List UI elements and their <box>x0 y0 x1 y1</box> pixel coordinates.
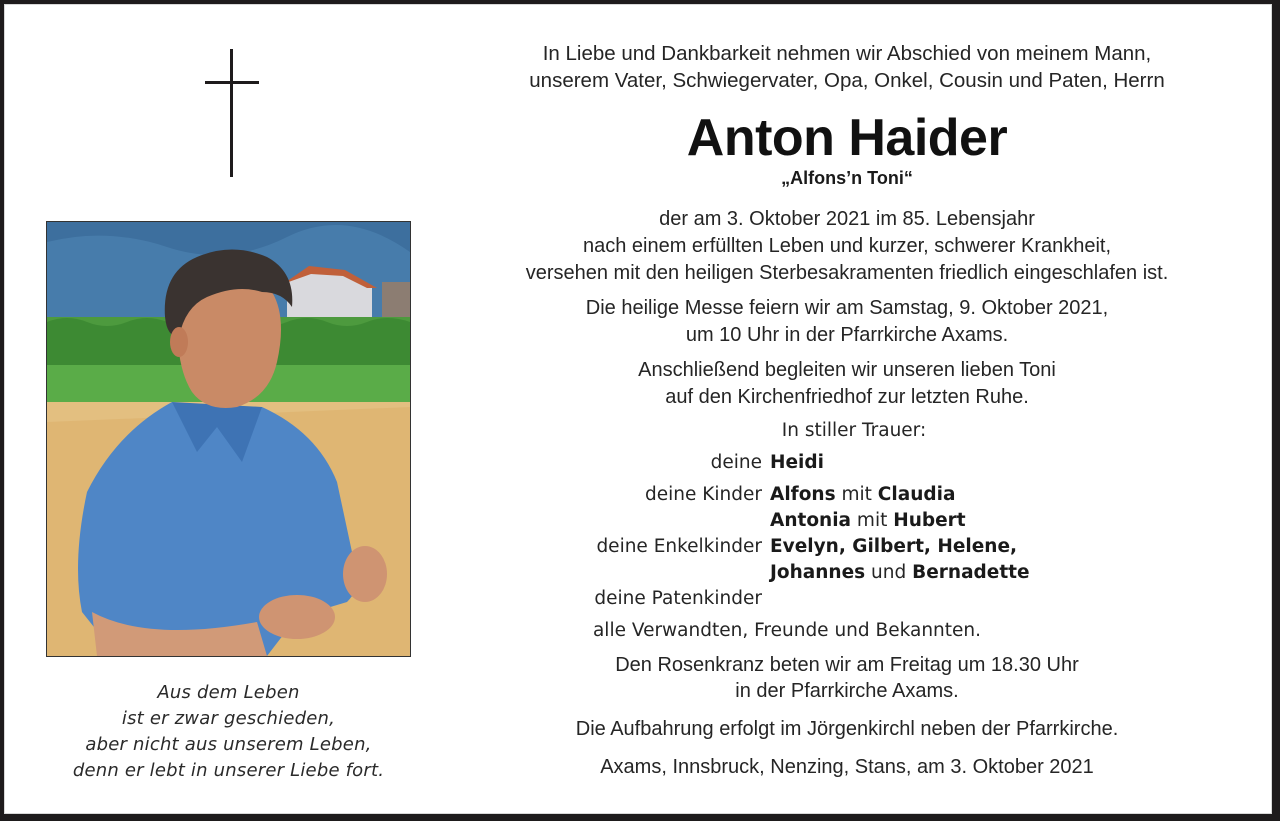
intro-line: In Liebe und Dankbarkeit nehmen wir Abschied von meinem Mann, <box>542 42 1152 65</box>
mourner-name: Claudia <box>877 484 956 505</box>
mourner-row-children <box>470 482 1224 508</box>
text-line: um 10 Uhr in der Pfarrkirche Axams. <box>685 324 1009 346</box>
mourner-name: Hubert <box>893 510 966 531</box>
mass-info <box>470 295 1224 349</box>
memorial-poem <box>46 680 411 784</box>
text-line: in der Pfarrkirche Axams. <box>735 680 959 702</box>
cross-icon <box>203 45 261 177</box>
deceased-name: Anton Haider <box>686 109 1008 167</box>
portrait-photo <box>46 221 411 657</box>
poem-line: denn er lebt in unserer Liebe fort. <box>72 760 385 781</box>
relation-label: deine Enkelkinder <box>596 536 762 557</box>
mourner-name: Antonia <box>770 510 852 531</box>
relation-label: deine Kinder <box>645 484 762 505</box>
joiner: mit <box>835 484 878 505</box>
deceased-nickname: „Alfons’n Toni“ <box>781 168 913 188</box>
mourners-title: In stiller Trauer: <box>781 420 927 441</box>
mourner-row-godchildren <box>470 586 1224 612</box>
mourner-row-grandchildren <box>470 534 1224 560</box>
place-and-date <box>470 754 1224 780</box>
mourner-name: Evelyn, Gilbert, Helene, <box>770 536 1018 557</box>
text-line: auf den Kirchenfriedhof zur letzten Ruhe. <box>665 386 1029 408</box>
mourner-row-wife <box>470 450 1224 476</box>
text-line: Den Rosenkranz beten wir am Freitag um 18.30 Uhr <box>615 654 1079 676</box>
mourner-name: Alfons <box>770 484 836 505</box>
text-line: Axams, Innsbruck, Nenzing, Stans, am 3. Oktober 2021 <box>600 756 1094 778</box>
text-line: nach einem erfüllten Leben und kurzer, schwerer Krankheit, <box>582 235 1112 257</box>
mourner-row-children-2 <box>470 508 1224 534</box>
notice-body <box>470 40 1224 411</box>
joiner: und <box>865 562 913 583</box>
mourners-list <box>470 418 1224 644</box>
laying-out-info <box>470 716 1224 742</box>
text-line: Die heilige Messe feiern wir am Samstag, 9. Oktober 2021, <box>585 297 1109 319</box>
mourner-row-grandchildren-2 <box>470 560 1224 586</box>
burial-info <box>470 357 1224 411</box>
text-line: versehen mit den heiligen Sterbesakramenten friedlich eingeschlafen ist. <box>525 262 1169 284</box>
text-line: Anschließend begleiten wir unseren lieben Toni <box>638 359 1056 381</box>
intro-line: unserem Vater, Schwiegervater, Opa, Onkel, Cousin und Paten, Herrn <box>529 69 1165 92</box>
notice-footer <box>470 652 1224 780</box>
relatives-line: alle Verwandten, Freunde und Bekannten. <box>592 620 982 641</box>
relation-label: deine Patenkinder <box>594 588 762 609</box>
poem-line: Aus dem Leben <box>157 682 300 703</box>
death-announcement <box>470 206 1224 287</box>
mourner-name: Johannes <box>770 562 866 583</box>
joiner: mit <box>851 510 894 531</box>
text-line: Die Aufbahrung erfolgt im Jörgenkirchl neben der Pfarrkirche. <box>575 718 1119 740</box>
obituary-notice <box>4 4 1272 814</box>
rosary-info <box>470 652 1224 704</box>
relation-label: deine <box>710 452 762 473</box>
poem-line: aber nicht aus unserem Leben, <box>85 734 372 755</box>
poem-line: ist er zwar geschieden, <box>121 708 336 729</box>
mourner-name: Bernadette <box>912 562 1030 583</box>
text-line: der am 3. Oktober 2021 im 85. Lebensjahr <box>659 208 1035 230</box>
mourner-name: Heidi <box>770 452 824 473</box>
